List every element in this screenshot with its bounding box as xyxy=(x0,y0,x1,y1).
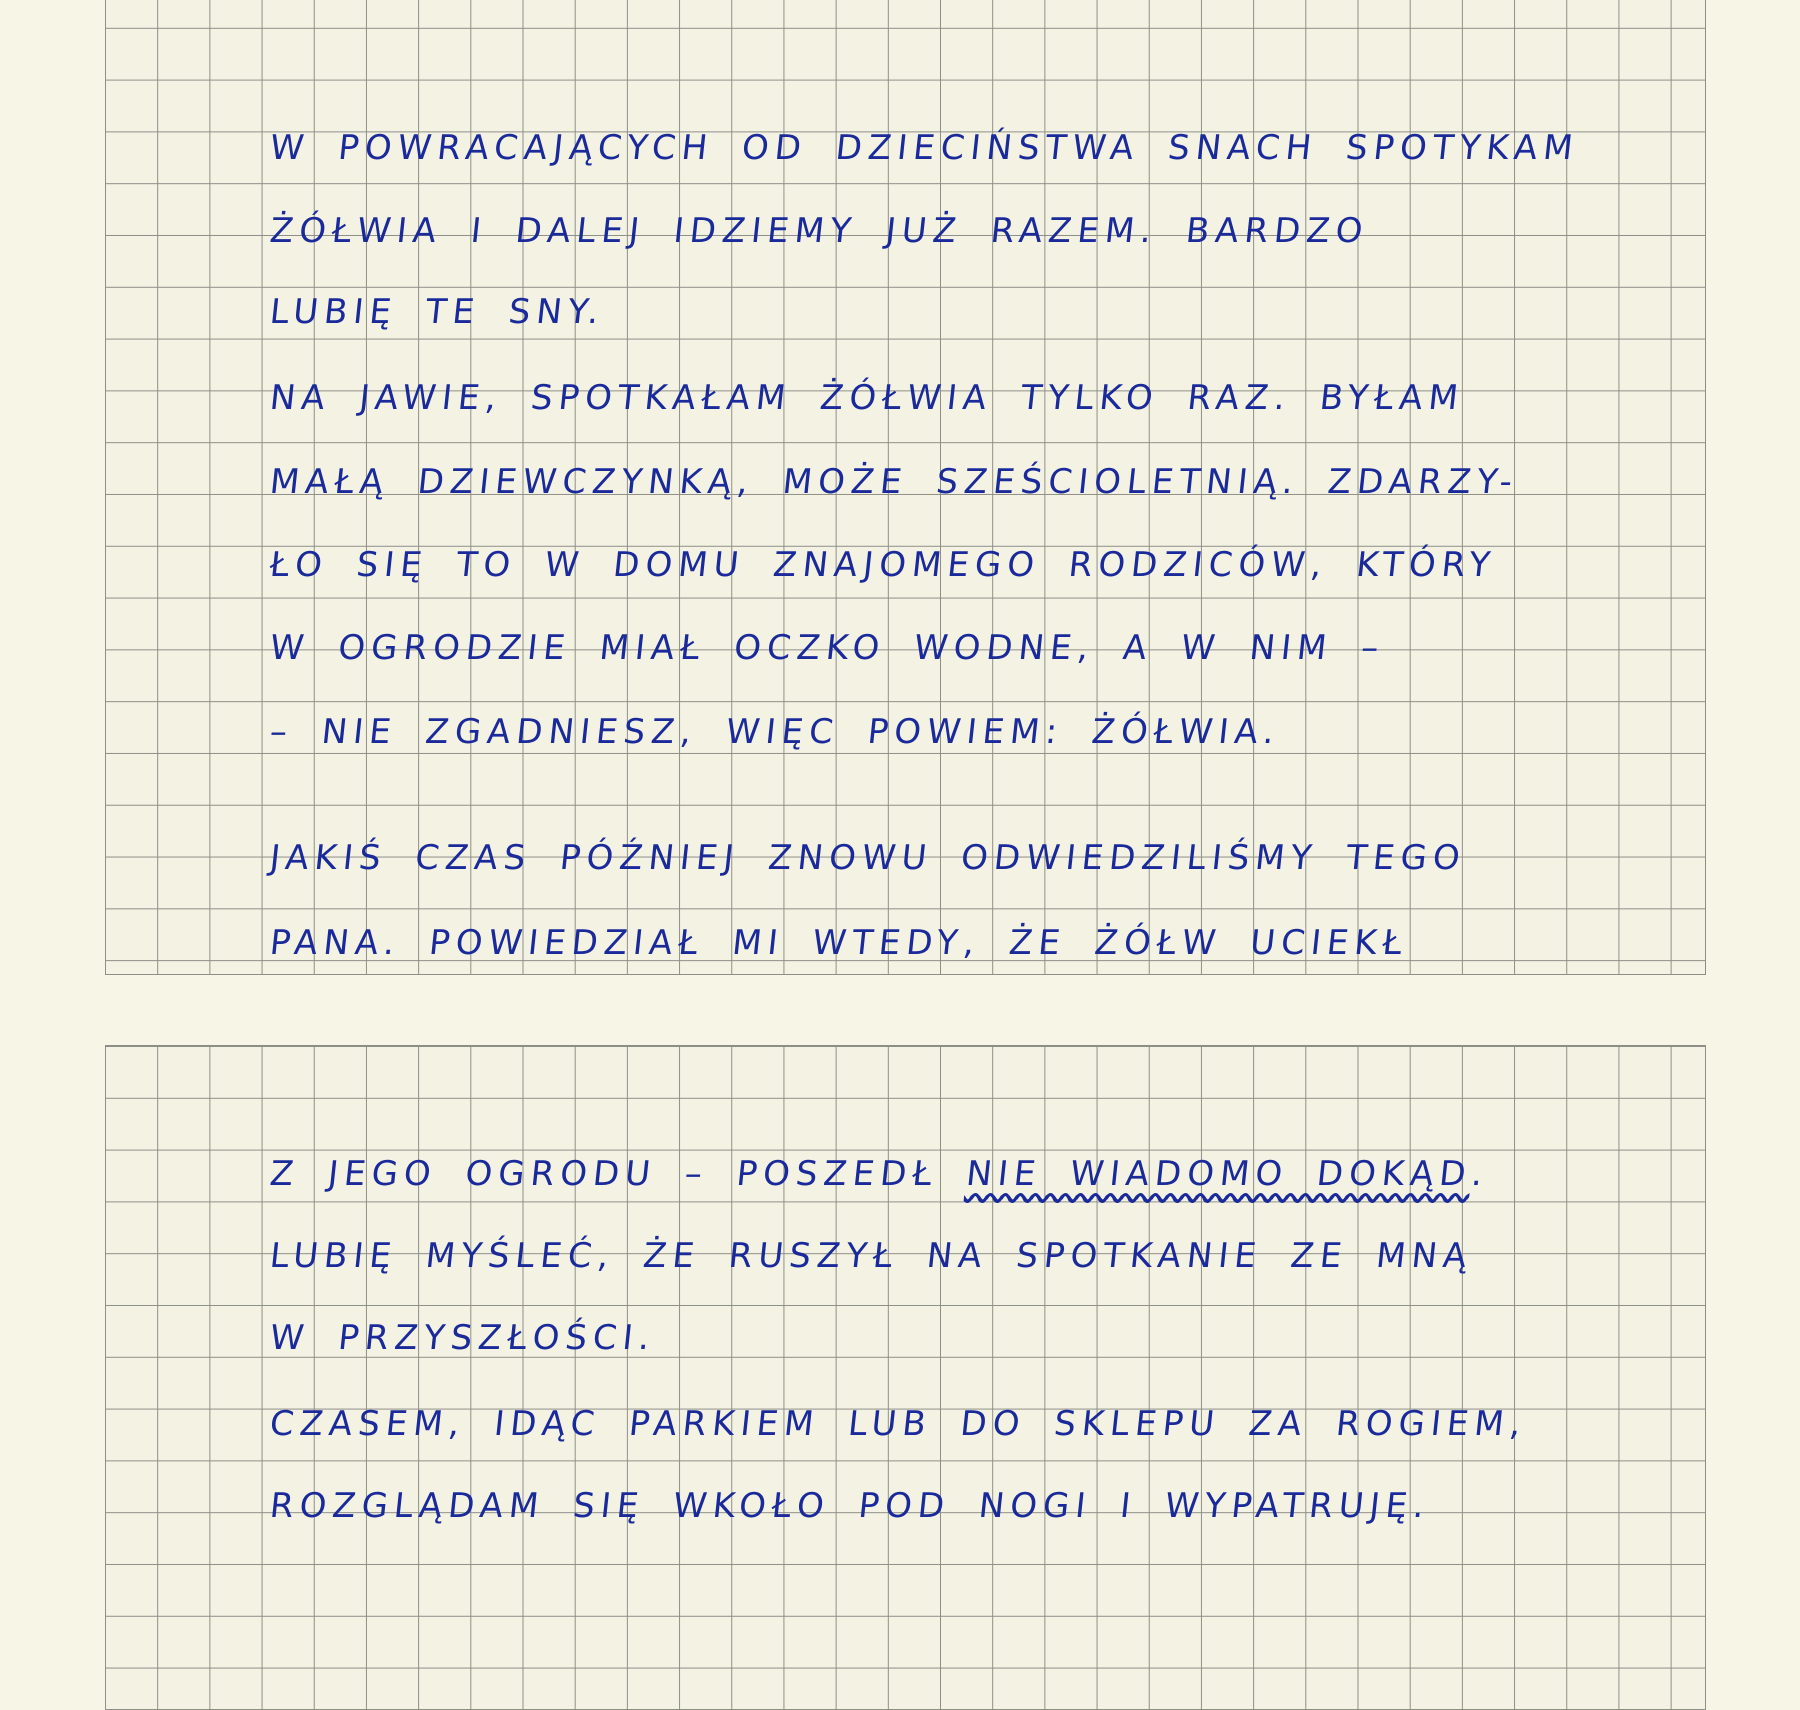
text-line: JAKIŚ CZAS PÓŹNIEJ ZNOWU ODWIEDZILIŚMY TEGO xyxy=(267,838,1468,878)
text-line xyxy=(268,1154,1491,1194)
notebook-page-bottom xyxy=(105,1045,1706,1710)
text-line: CZASEM, IDĄC PARKIEM LUB DO SKLEPU ZA ROGIEM, xyxy=(267,1404,1529,1444)
text-line: W PRZYSZŁOŚCI. xyxy=(267,1318,658,1358)
text-line: ŁO SIĘ TO W DOMU ZNAJOMEGO RODZICÓW, KTÓRY xyxy=(267,545,1498,585)
text-line: LUBIĘ MYŚLEĆ, ŻE RUSZYŁ NA SPOTKANIE ZE MNĄ xyxy=(267,1236,1475,1276)
underlined-phrase: NIE WIADOMO DOKĄD xyxy=(964,1154,1474,1194)
text-segment: Z JEGO OGRODU – POSZEDŁ xyxy=(267,1154,969,1194)
text-line: MAŁĄ DZIEWCZYNKĄ, MOŻE SZEŚCIOLETNIĄ. ZDARZY- xyxy=(267,462,1521,502)
text-line: NA JAWIE, SPOTKAŁAM ŻÓŁWIA TYLKO RAZ. BYŁAM xyxy=(267,378,1466,418)
text-line: ŻÓŁWIA I DALEJ IDZIEMY JUŻ RAZEM. BARDZO xyxy=(267,211,1371,251)
text-line: – NIE ZGADNIESZ, WIĘC POWIEM: ŻÓŁWIA. xyxy=(267,712,1283,752)
text-line: LUBIĘ TE SNY. xyxy=(267,292,607,332)
text-segment: . xyxy=(1469,1154,1491,1194)
notebook-page-top xyxy=(105,0,1706,975)
text-line: ROZGLĄDAM SIĘ WKOŁO POD NOGI I WYPATRUJĘ. xyxy=(267,1486,1433,1526)
text-line: W OGRODZIE MIAŁ OCZKO WODNE, A W NIM – xyxy=(267,628,1387,668)
text-line: PANA. POWIEDZIAŁ MI WTEDY, ŻE ŻÓŁW UCIEKŁ xyxy=(267,923,1410,963)
text-line: W POWRACAJĄCYCH OD DZIECIŃSTWA SNACH SPOTYKAM xyxy=(267,128,1581,168)
